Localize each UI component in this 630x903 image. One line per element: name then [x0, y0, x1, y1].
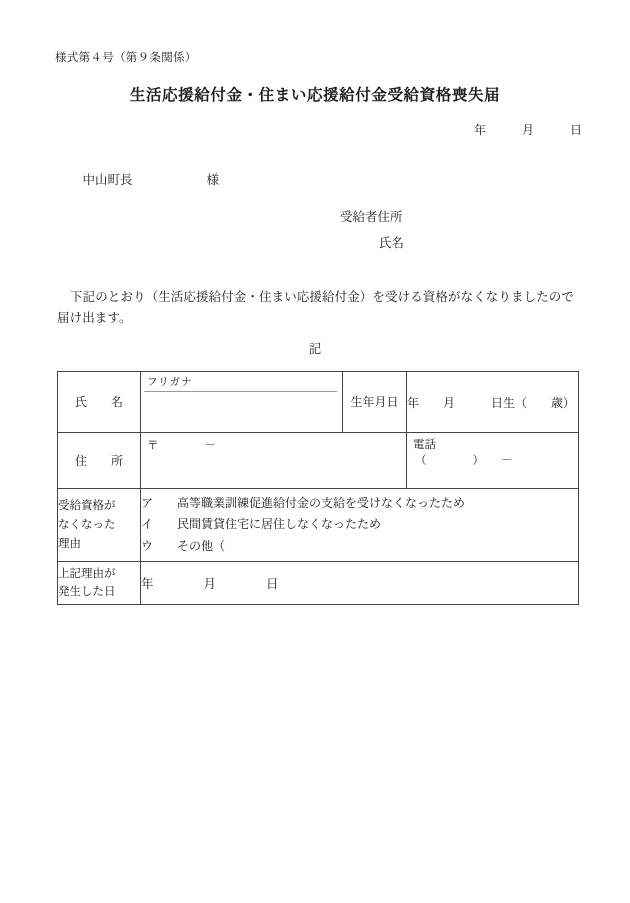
addressee — [70, 155, 219, 203]
furigana-divider — [144, 391, 337, 392]
row-label-reason — [58, 489, 141, 562]
form-number: 様式第４号（第９条関係） — [55, 52, 197, 64]
table-row-occurred-date — [58, 562, 579, 605]
row-label-reason-line3: 理由 — [58, 537, 81, 550]
occurred-date-field[interactable]: 年 月 日 — [141, 562, 579, 605]
row-label-reason-line2: なくなった — [58, 518, 116, 531]
row-label-name: 氏 名 — [58, 372, 141, 433]
recipient-address-label: 受給者住所 — [340, 210, 403, 224]
reason-option-a[interactable]: ア 高等職業訓練促進給付金の支給を受けなくなったため — [141, 495, 466, 510]
name-input-cell[interactable] — [141, 372, 343, 433]
table-row-reason — [58, 489, 579, 562]
address-input-cell[interactable] — [141, 433, 407, 489]
row-label-occurred-date — [58, 562, 141, 605]
submission-date-line: 年 月 日 — [473, 123, 582, 137]
row-label-occurred-line1: 上記理由が — [58, 568, 116, 580]
reason-option-c[interactable]: ウ その他（ — [141, 538, 226, 553]
telephone-cell[interactable] — [407, 433, 579, 489]
recipient-block — [340, 204, 404, 256]
row-label-reason-line1: 受給資格が — [58, 499, 116, 512]
recipient-name-label: 氏名 — [379, 236, 405, 250]
telephone-label: 電話 — [413, 439, 436, 451]
reason-options-cell — [141, 489, 579, 562]
row-label-date-of-birth: 生年月日 — [343, 372, 407, 433]
ki-marker: 記 — [308, 342, 322, 356]
page-title: 生活応援給付金・住まい応援給付金受給資格喪失届 — [129, 87, 501, 104]
reason-option-b[interactable]: イ 民間賃貸住宅に居住しなくなったため — [141, 517, 382, 532]
table-row-name — [58, 372, 579, 433]
applicant-details-table — [57, 371, 579, 605]
telephone-field[interactable]: （ ） － — [415, 455, 513, 467]
postal-code-field[interactable]: 〒 － — [147, 440, 216, 452]
table-row-address — [58, 433, 579, 489]
furigana-label: フリガナ — [147, 377, 193, 388]
body-paragraph: 下記のとおり（生活応援給付金・住まい応援給付金）を受ける資格がなくなりましたので届け出ます。 — [57, 290, 575, 325]
addressee-name: 中山町長 — [82, 173, 133, 187]
addressee-honorific: 様 — [206, 173, 220, 187]
row-label-address: 住 所 — [58, 433, 141, 489]
date-of-birth-field[interactable]: 年 月 日生（ 歳） — [407, 372, 579, 433]
row-label-occurred-line2: 発生した日 — [58, 586, 116, 598]
